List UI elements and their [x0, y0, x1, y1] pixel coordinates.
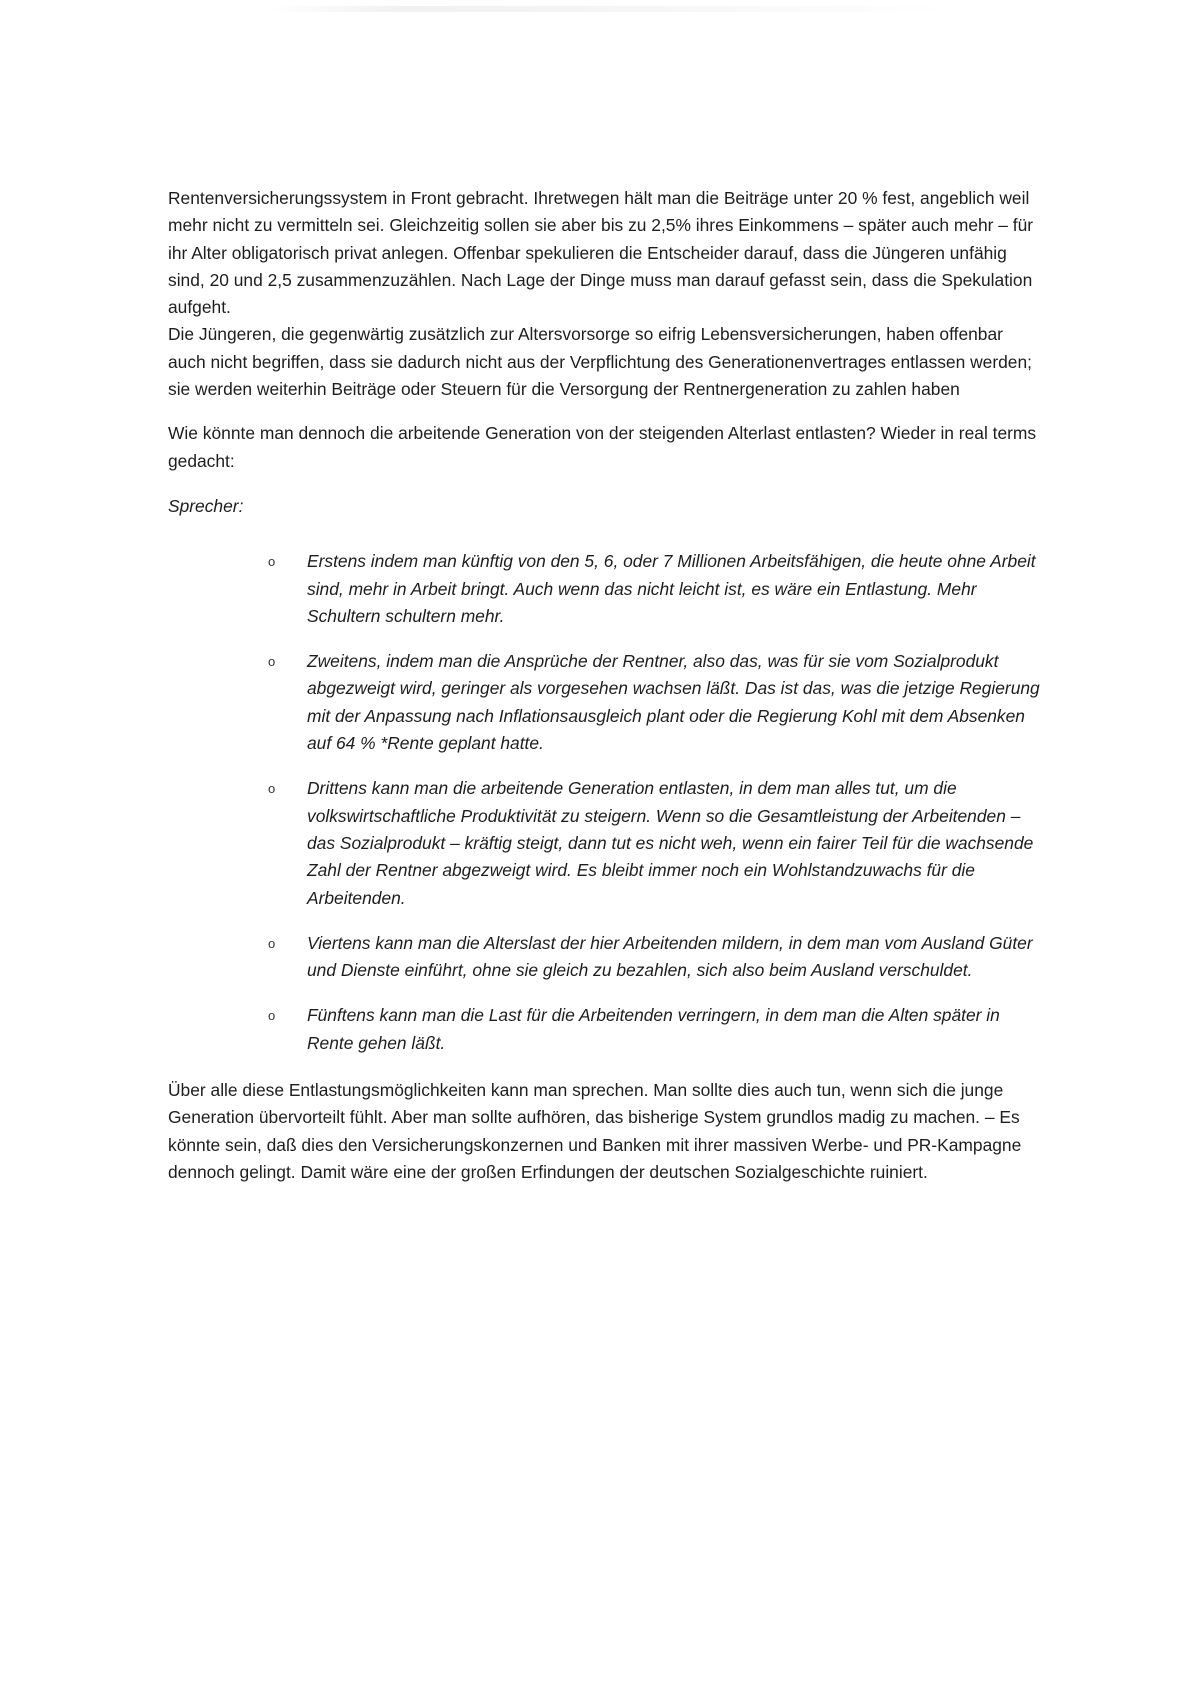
list-item-text: Drittens kann man die arbeitende Generation entlasten, in dem man alles tut, um die volkswirtschaftliche Produktivität zu steigern. Wenn so die Gesamtleistung der Arbeitenden – das Sozialprodukt – kräftig steigt, dann tut es nicht weh, wenn ein fairer Teil für die wachsende Zahl der Rentner abgezweigt wird. Es bleibt immer noch ein Wohlstandzuwachs für die Arbeitenden. — [307, 778, 1034, 908]
list-item — [168, 1002, 1043, 1057]
bullet-icon: o — [268, 1008, 276, 1024]
bullet-icon: o — [268, 654, 276, 670]
paragraph-intro-2: Die Jüngeren, die gegenwärtig zusätzlich zur Altersvorsorge so eifrig Lebensversicherungen, haben offenbar auch nicht begriffen, dass sie dadurch nicht aus der Verpflichtung des Generationenvertrages entlassen werden; sie werden weiterhin Beiträge oder Steuern für die Versorgung der Rentnergeneration zu zahlen haben — [168, 324, 1032, 400]
list-item — [168, 930, 1043, 985]
paragraph-closing: Über alle diese Entlastungsmöglichkeiten kann man sprechen. Man sollte dies auch tun, wenn sich die junge Generation übervorteilt fühlt. Aber man sollte aufhören, das bisherige System grundlos madig zu machen. – Es könnte sein, daß dies den Versicherungskonzernen und Banken mit ihrer massiven Werbe- und PR-Kampagne dennoch gelingt. Damit wäre eine der großen Erfindungen der deutschen Sozialgeschichte ruiniert. — [168, 1080, 1022, 1182]
bullet-icon: o — [268, 935, 276, 951]
document-body — [168, 185, 1043, 1186]
list-item — [168, 548, 1043, 630]
paragraph-question: Wie könnte man dennoch die arbeitende Generation von der steigenden Alterlast entlasten? Wieder in real terms gedacht: — [168, 423, 1037, 471]
bullet-icon: o — [268, 554, 276, 570]
list-item-text: Fünftens kann man die Last für die Arbeitenden verringern, in dem man die Alten später in Rente gehen läßt. — [307, 1005, 1000, 1053]
list-item-text: Erstens indem man künftig von den 5, 6, oder 7 Millionen Arbeitsfähigen, die heute ohne Arbeit sind, mehr in Arbeit bringt. Auch wenn das nicht leicht ist, es wäre ein Entlastung. Mehr Schultern schultern mehr. — [307, 551, 1036, 626]
list-item — [168, 648, 1043, 757]
list-item — [168, 775, 1043, 911]
paragraph-intro-1: Rentenversicherungssystem in Front gebracht. Ihretwegen hält man die Beiträge unter 20 % fest, angeblich weil mehr nicht zu vermitteln sei. Gleichzeitig sollen sie aber bis zu 2,5% ihres Einkommens – später auch mehr – für ihr Alter obligatorisch privat anlegen. Offenbar spekulieren die Entscheider darauf, dass die Jüngeren unfähig sind, 20 und 2,5 zusammenzuzählen. Nach Lage der Dinge muss man darauf gefasst sein, dass die Spekulation aufgeht. — [168, 188, 1034, 318]
list-item-text: Zweitens, indem man die Ansprüche der Rentner, also das, was für sie vom Sozialprodukt abgezweigt wird, geringer als vorgesehen wachsen läßt. Das ist das, was die jetzige Regierung mit der Anpassung nach Inflationsausgleich plant oder die Regierung Kohl mit dem Absenken auf 64 % *Rente geplant hatte. — [307, 651, 1040, 754]
list-item-text: Viertens kann man die Alterslast der hier Arbeitenden mildern, in dem man vom Ausland Güter und Dienste einführt, ohne sie gleich zu bezahlen, sich also beim Ausland verschuldet. — [307, 932, 1033, 981]
speaker-label: Sprecher: — [168, 495, 244, 516]
scan-artifact — [270, 6, 950, 12]
bullet-icon: o — [268, 781, 276, 797]
relief-options-list — [168, 548, 1043, 1057]
